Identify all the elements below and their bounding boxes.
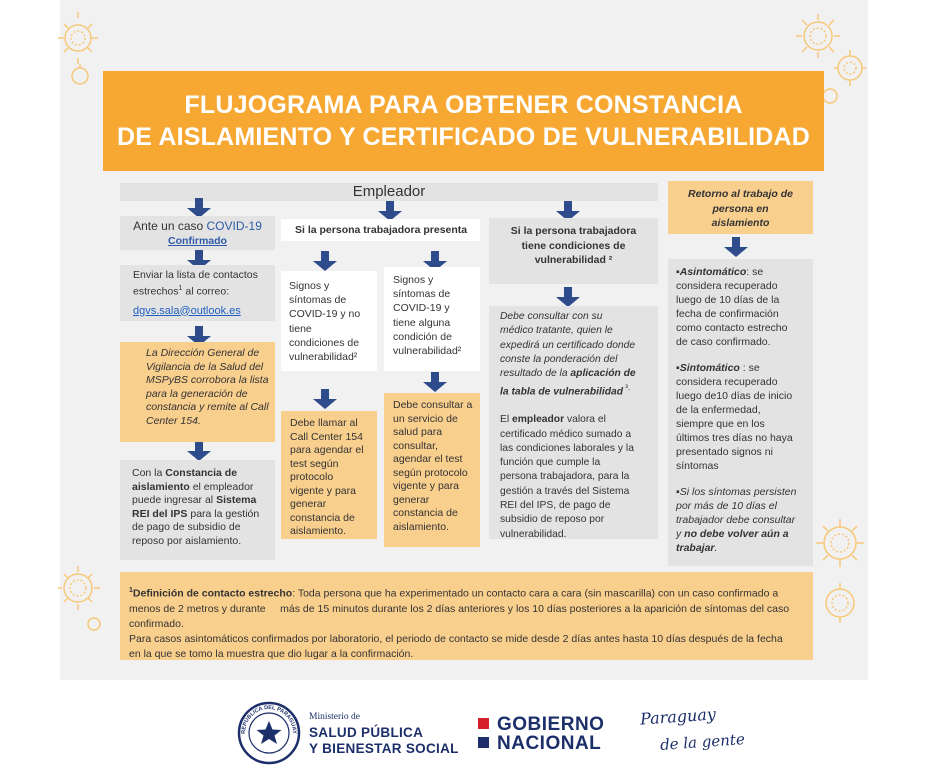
const-line xyxy=(132,481,275,495)
sin-title: Sintomático xyxy=(679,362,740,374)
case-line xyxy=(120,219,275,234)
ministry-line-2: Y BIENESTAR SOCIAL xyxy=(309,741,459,756)
doc-text: resultado de la xyxy=(500,368,571,380)
presents-header xyxy=(281,219,480,241)
employer-label: Empleador xyxy=(352,183,426,200)
sym-b-line: condición de xyxy=(393,330,452,343)
vuln-head-line: vulnerabilidad ² xyxy=(534,254,613,266)
sym-b-line: tiene alguna xyxy=(393,316,451,329)
emp-line: subsidio de reposo por xyxy=(500,514,605,526)
title-line-2: DE AISLAMIENTO Y CERTIFICADO DE VULNERABILIDAD xyxy=(116,123,811,151)
const-text: el empleador xyxy=(189,480,254,493)
sym-a-line: tiene xyxy=(289,322,312,335)
svc-line: agendar el test xyxy=(393,453,463,465)
dg-line: Center 154. xyxy=(146,414,201,427)
sin-line: siempre que en los xyxy=(676,418,765,430)
sym-b-line: síntomas de xyxy=(393,288,451,301)
return-header xyxy=(668,181,813,234)
dg-line: para la generación de xyxy=(146,387,248,400)
emp-line: persona trabajadora, para la xyxy=(500,471,630,483)
const-bold: Sistema xyxy=(216,494,257,506)
dg-line: Vigilancia de la Salud del xyxy=(146,360,264,373)
emp-line: las condiciones laborales y la xyxy=(500,442,634,454)
dg-line: constancia y remite al Call xyxy=(146,401,269,413)
sym-b-line: vulnerabilidad² xyxy=(393,345,462,358)
doctor-text xyxy=(500,310,658,400)
doc-sup: ³. xyxy=(623,383,631,393)
persist-block xyxy=(676,485,813,555)
const-line xyxy=(132,508,275,522)
arrow-icon xyxy=(556,287,580,307)
arrow-icon xyxy=(313,389,337,409)
svc-line: aislamiento. xyxy=(393,520,450,533)
arrow-icon xyxy=(423,372,447,392)
arrow-icon xyxy=(724,237,748,257)
paraguay-line-1: Paraguay xyxy=(639,704,717,729)
footnote-line: confirmado. xyxy=(129,617,184,630)
send-sup: 1 xyxy=(178,285,183,292)
asin-title: Asintomático xyxy=(679,266,747,278)
return-header-line: aislamiento xyxy=(711,217,770,229)
footnote-line: menos de 2 metros y durante más de 15 minutos durante los 2 días anteriores y los 10 días posteriores a la aparición de síntomas del caso xyxy=(129,602,790,615)
persist-bold: trabajar xyxy=(676,542,715,554)
call-line: Debe llamar al xyxy=(290,417,358,429)
footnote-line xyxy=(129,583,813,602)
footnote-bold: Definición de contacto estrecho xyxy=(132,587,293,600)
persist-line: por más de 10 días el xyxy=(676,500,777,512)
symptoms-no-vuln-box xyxy=(281,271,377,371)
ministry-small: Ministerio de xyxy=(309,712,360,722)
asin-line: luego de 10 días de la xyxy=(676,294,780,306)
doc-line xyxy=(500,381,658,400)
const-text: puede ingresar al xyxy=(132,494,217,506)
gov-line-2: NACIONAL xyxy=(497,733,602,754)
dg-box xyxy=(120,342,275,442)
sym-a-line: vulnerabilidad² xyxy=(289,351,358,364)
dg-line: MSPyBS corrobora la lista xyxy=(146,374,269,386)
virus-icon xyxy=(58,548,108,638)
svc-line: Debe consultar a xyxy=(393,399,473,411)
sin-line: últimos tres días no haya xyxy=(676,432,793,444)
sym-a-line: condiciones de xyxy=(289,336,360,349)
footnote-text: : Toda persona que ha experimentado un contacto cara a cara (sin mascarilla) con un caso confirmado a xyxy=(292,587,779,600)
ministry-line-1: SALUD PÚBLICA xyxy=(309,725,424,740)
sin-text: : se xyxy=(739,362,760,374)
call-line: vigente y para xyxy=(290,484,356,497)
case-covid: COVID-19 xyxy=(206,219,262,233)
constancia-box xyxy=(120,460,275,560)
virus-icon xyxy=(812,505,868,635)
return-header-line: persona en xyxy=(712,202,769,215)
confirmed-label: Confirmado xyxy=(168,235,227,247)
sin-line: síntomas xyxy=(676,460,719,472)
sin-line: considera recuperado xyxy=(676,376,778,388)
doc-line: conste la ponderación del xyxy=(500,353,618,365)
persist-text: y xyxy=(676,528,685,540)
footnote-box xyxy=(120,572,813,660)
case-prefix: Ante un caso xyxy=(133,219,207,233)
doc-line: médico tratante, quien le xyxy=(500,325,613,337)
emp-text: El xyxy=(500,414,513,426)
arrow-icon xyxy=(378,201,402,221)
doc-line xyxy=(500,367,658,381)
emp-text: valora el xyxy=(564,414,606,426)
call-line: Call Center 154 xyxy=(290,430,363,443)
call-line: protocolo xyxy=(290,471,334,483)
send-list-box xyxy=(120,265,275,321)
sym-a-line: síntomas de xyxy=(289,294,347,307)
employer-text xyxy=(500,413,658,542)
case-box xyxy=(120,216,275,250)
page-title xyxy=(103,71,824,171)
call-line: para agendar el xyxy=(290,444,364,456)
seal-logo xyxy=(237,701,301,765)
footnote-sup: 1 xyxy=(129,587,133,594)
sym-b-line: COVID-19 y xyxy=(393,302,450,315)
return-details-box xyxy=(668,259,813,566)
const-text: para la gestión xyxy=(187,507,260,520)
persist-line: trabajador debe consultar xyxy=(676,514,796,526)
arrow-icon xyxy=(187,441,211,461)
sin-line: de la enfermedad, xyxy=(676,404,761,416)
sin-line: presentado signos ni xyxy=(676,446,773,458)
call-line: test según xyxy=(290,457,339,470)
call-line: constancia de xyxy=(290,511,355,524)
emp-bold: empleador xyxy=(512,414,565,426)
svc-line: constancia de xyxy=(393,507,458,519)
const-line: de pago de subsidio de xyxy=(132,521,241,533)
const-bold: REI del IPS xyxy=(132,507,188,520)
doc-line: Debe consultar con su xyxy=(500,311,603,322)
doc-line: expedirá un certificado donde xyxy=(500,339,636,351)
call-line: aislamiento. xyxy=(290,525,347,537)
sym-a-line: COVID-19 y no xyxy=(289,308,361,321)
const-bold: Constancia de xyxy=(165,467,238,479)
emp-line xyxy=(500,413,658,427)
send-text: estrechos xyxy=(133,285,179,298)
svc-line: vigente y para xyxy=(393,480,459,492)
asin-text: : se xyxy=(746,266,764,278)
sym-a-line: Signos y xyxy=(289,280,330,292)
persist-bold: no debe volver aún a xyxy=(684,528,789,540)
asymptomatic-block xyxy=(676,265,813,349)
svc-line: según protocolo xyxy=(393,466,468,479)
emp-line: REI del IPS, de pago de xyxy=(500,499,611,511)
title-line-1: FLUJOGRAMA PARA OBTENER CONSTANCIA xyxy=(184,91,743,119)
sin-line: ▪Sintomático : se xyxy=(676,362,760,374)
asin-line: de caso confirmado. xyxy=(676,336,771,348)
asin-line: como contacto estrecho xyxy=(676,322,788,334)
svc-line: un servicio de xyxy=(393,412,458,425)
emp-line: vulnerabilidad. xyxy=(500,528,567,540)
send-line xyxy=(133,282,275,299)
health-service-box xyxy=(384,393,480,547)
const-text: Con la xyxy=(132,467,166,479)
const-line xyxy=(132,494,275,508)
flag-red xyxy=(478,718,489,729)
svc-line: salud para xyxy=(393,426,443,438)
dg-line: La Dirección General de xyxy=(146,347,260,359)
sin-line: luego de10 días de inicio xyxy=(676,390,793,402)
flag-navy xyxy=(478,737,489,748)
footnote-line: Para casos asintomáticos confirmados por laboratorio, el periodo de contacto se mide desde 2 días antes hasta 10 días después de la fecha xyxy=(129,632,783,645)
symptoms-vuln-box xyxy=(384,267,480,371)
vulnerability-header xyxy=(489,218,658,284)
persist-text: Si los síntomas persisten xyxy=(679,486,797,498)
doc-bold: aplicación de xyxy=(570,368,636,380)
seal-text: REPÚBLICA DEL PARAGUAY xyxy=(240,704,298,734)
persist-text: . xyxy=(714,542,718,554)
send-text: al correo: xyxy=(182,285,230,298)
symptomatic-block xyxy=(676,361,813,473)
persist-line xyxy=(676,527,813,541)
email-link[interactable]: dgvs.sala@outlook.es xyxy=(133,304,241,317)
sym-b-line: Signos y xyxy=(393,274,434,286)
persist-line: ▪Si los síntomas persisten xyxy=(676,486,797,498)
call-line: generar xyxy=(290,498,327,510)
emp-line: gestión a través del Sistema xyxy=(500,485,630,497)
svc-line: consultar, xyxy=(393,439,438,452)
certificate-box xyxy=(489,306,658,539)
vuln-head-line: tiene condiciones de xyxy=(521,239,626,252)
gov-line-1: GOBIERNO xyxy=(497,714,605,735)
return-header-line: Retorno al trabajo de xyxy=(687,188,793,200)
persist-line xyxy=(676,541,813,555)
emp-line: certificado médico sumado a xyxy=(500,428,632,440)
asin-line: ▪Asintomático: se xyxy=(676,266,764,278)
arrow-icon xyxy=(187,198,211,218)
footnote-line: en la que se tomo la muestra que dio lugar a la confirmación. xyxy=(129,647,414,660)
asin-line: fecha de confirmación xyxy=(676,308,779,320)
svc-line: generar xyxy=(393,493,430,506)
send-line: Enviar la lista de contactos xyxy=(133,269,258,281)
call-center-box xyxy=(281,411,377,539)
arrow-icon xyxy=(313,251,337,271)
presents-label: Si la persona trabajadora presenta xyxy=(295,224,468,236)
doc-bold: la tabla de vulnerabilidad xyxy=(500,386,624,398)
const-line: reposo por aislamiento. xyxy=(132,534,242,547)
vuln-head-line: Si la persona trabajadora xyxy=(510,225,637,237)
paraguay-line-2: de la gente xyxy=(659,730,746,754)
asin-line: considera recuperado xyxy=(676,280,778,292)
const-bold: aislamiento xyxy=(132,480,190,493)
emp-line: función que cumple la xyxy=(500,457,601,469)
const-line xyxy=(132,467,275,481)
